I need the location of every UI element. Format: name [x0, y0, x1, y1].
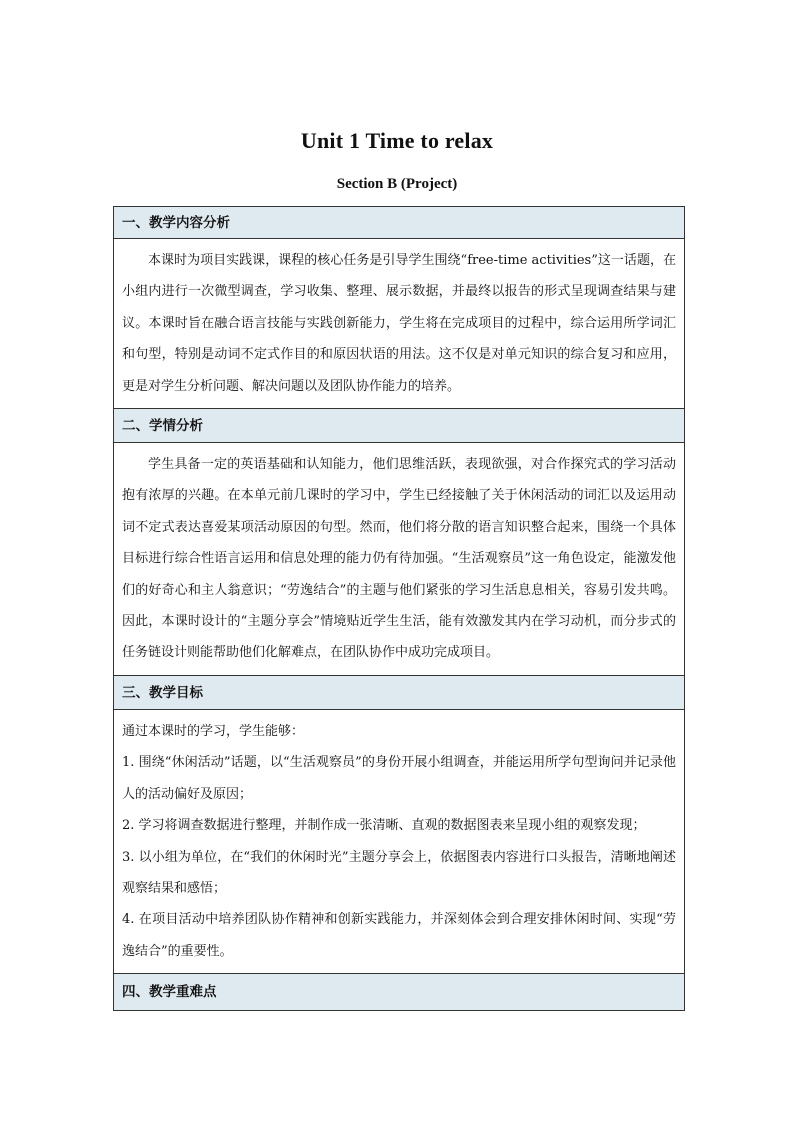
- lesson-plan-table: [113, 206, 685, 1011]
- objective-item: 1. 围绕“休闲活动”话题，以“生活观察员”的身份开展小组调查，并能运用所学句型询问并记录他人的活动偏好及原因；: [122, 755, 676, 802]
- document-title: Unit 1 Time to relax: [300, 128, 494, 153]
- objective-item: 3. 以小组为单位，在“我们的休闲时光”主题分享会上，依据图表内容进行口头报告，清晰地阐述观察结果和感悟；: [122, 849, 676, 896]
- section-heading-learner-analysis: 二、学情分析: [114, 409, 684, 443]
- section-body-learner-analysis: [114, 443, 684, 676]
- section-heading-key-difficulties: 四、教学重难点: [114, 974, 684, 1010]
- objective-item: 4. 在项目活动中培养团队协作精神和创新实践能力，并深刻体会到合理安排休闲时间、实现“劳逸结合”的重要性。: [122, 912, 676, 959]
- section-body-content-analysis: [114, 239, 684, 409]
- objectives-intro: 通过本课时的学习，学生能够：: [122, 723, 305, 739]
- objective-item: 2. 学习将调查数据进行整理，并制作成一张清晰、直观的数据图表来呈现小组的观察发现；: [122, 818, 646, 834]
- paragraph: 本课时为项目实践课，课程的核心任务是引导学生围绕“free-time activities”这一话题，在小组内进行一次微型调查，学习收集、整理、展示数据，并最终以报告的形式呈现调查结果与建议。本课时旨在融合语言技能与实践创新能力，学生将在完成项目的过程中，综合运用所学词汇和句型，特别是动词不定式作目的和原因状语的用法。这不仅是对单元知识的综合复习和应用，更是对学生分析问题、解决问题以及团队协作能力的培养。: [122, 253, 676, 394]
- section-heading-objectives: 三、教学目标: [114, 676, 684, 710]
- document-subtitle: Section B (Project): [336, 176, 458, 192]
- section-heading-content-analysis: 一、教学内容分析: [114, 207, 684, 239]
- section-body-objectives: [114, 710, 684, 974]
- paragraph: 学生具备一定的英语基础和认知能力，他们思维活跃，表现欲强，对合作探究式的学习活动抱有浓厚的兴趣。在本单元前几课时的学习中，学生已经接触了关于休闲活动的词汇以及运用动词不定式表达喜爱某项活动原因的句型。然而，他们将分散的语言知识整合起来，围绕一个具体目标进行综合性语言运用和信息处理的能力仍有待加强。“生活观察员”这一角色设定，能激发他们的好奇心和主人翁意识；“劳逸结合”的主题与他们紧张的学习生活息息相关，容易引发共鸣。因此，本课时设计的“主题分享会”情境贴近学生生活，能有效激发其内在学习动机，而分步式的任务链设计则能帮助他们化解难点，在团队协作中成功完成项目。: [122, 457, 676, 661]
